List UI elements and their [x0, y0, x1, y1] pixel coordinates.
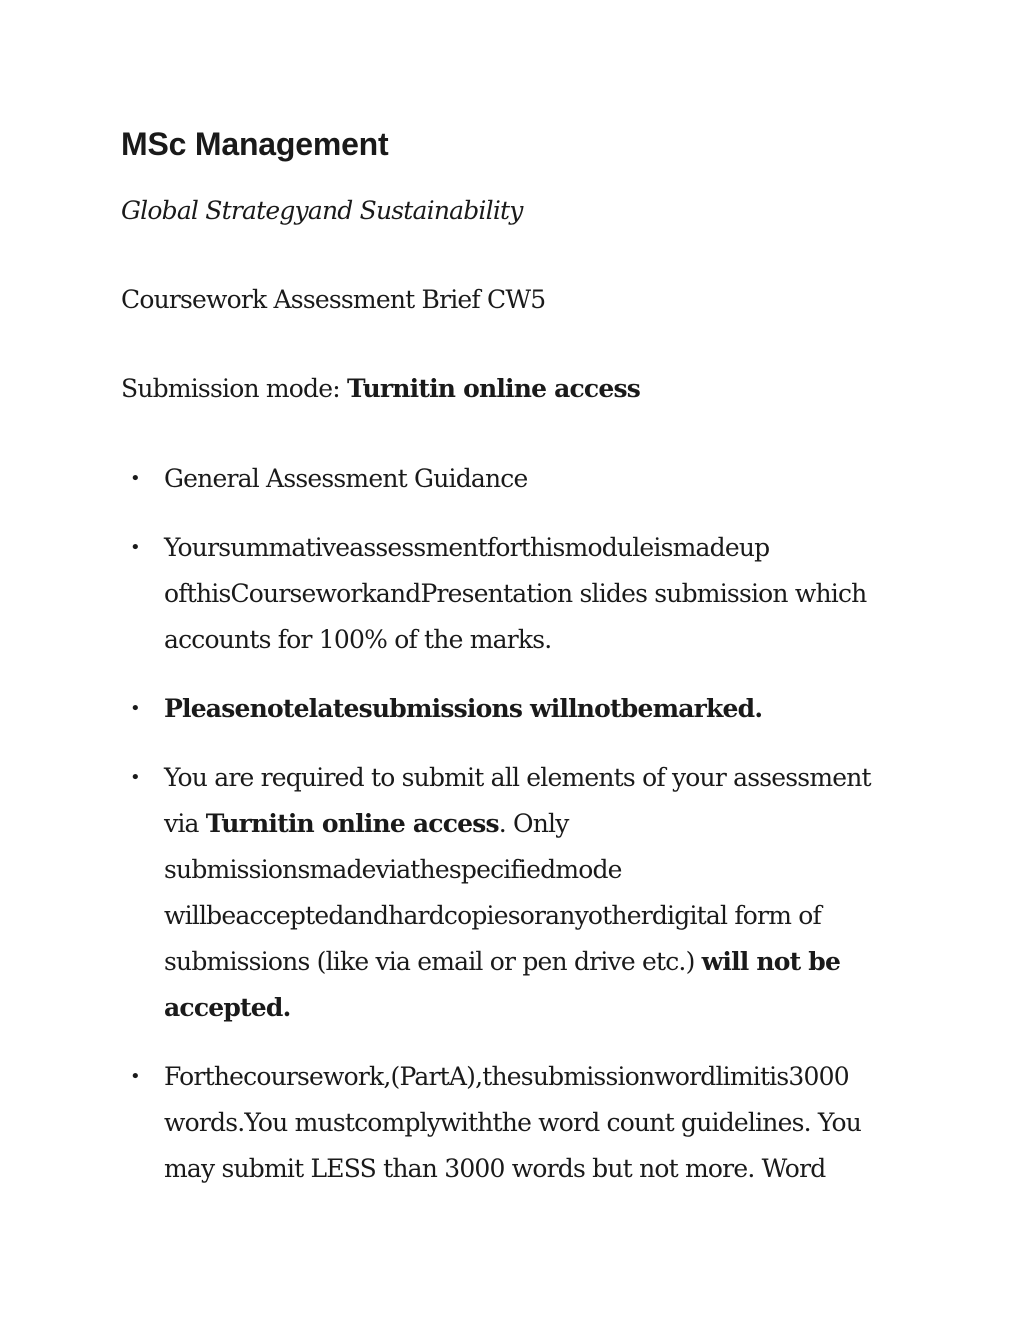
submission-mode-value: Turnitin online access — [347, 374, 640, 403]
list-item-text: Pleasenotelatesubmissions willnotbemarked. — [164, 694, 763, 723]
list-item-line: willbeacceptedandhardcopiesoranyotherdigital form of — [164, 901, 821, 930]
list-item-line — [164, 801, 909, 847]
submission-mode — [121, 372, 640, 406]
list-item-line: You are required to submit all elements of your assessment — [164, 763, 871, 792]
text-segment: via — [164, 809, 206, 838]
assessment-brief-heading: Coursework Assessment Brief CW5 — [121, 285, 546, 314]
submission-mode-label: Submission mode: — [121, 374, 348, 403]
bullet-icon: • — [130, 767, 140, 788]
list-item-word-limit — [130, 1054, 909, 1192]
list-item-line: ofthisCourseworkandPresentation slides submission which — [164, 579, 867, 608]
text-segment-bold: will not be — [701, 947, 841, 976]
text-segment: . Only — [498, 809, 569, 838]
list-item-line — [164, 939, 909, 985]
list-item-summative-assessment — [130, 525, 909, 663]
list-item-line: words.You mustcomplywiththe word count guidelines. You — [164, 1108, 861, 1137]
bullet-icon: • — [130, 468, 140, 489]
list-item-line: Forthecoursework,(PartA),thesubmissionwordlimitis3000 — [164, 1062, 849, 1091]
list-item-line: may submit LESS than 3000 words but not more. Word — [164, 1154, 826, 1183]
bullet-icon: • — [130, 698, 140, 719]
page-title: MSc Management — [121, 126, 389, 162]
list-item-late-submissions — [130, 686, 909, 732]
list-item-line: submissionsmadeviathespecifiedmode — [164, 855, 622, 884]
list-item-line: accounts for 100% of the marks. — [164, 625, 552, 654]
text-segment: submissions (like via email or pen drive etc.) — [164, 947, 702, 976]
list-item-submission-requirements — [130, 755, 909, 1031]
list-item-general-guidance — [130, 456, 909, 502]
list-item-text: General Assessment Guidance — [164, 464, 528, 493]
bullet-icon: • — [130, 1066, 140, 1087]
module-subtitle: Global Strategyand Sustainability — [121, 196, 523, 225]
bullet-icon: • — [130, 537, 140, 558]
list-item-line: Yoursummativeassessmentforthismoduleismadeup — [164, 533, 770, 562]
text-segment-bold: Turnitin online access — [205, 809, 499, 838]
list-item-line: accepted. — [164, 993, 291, 1022]
